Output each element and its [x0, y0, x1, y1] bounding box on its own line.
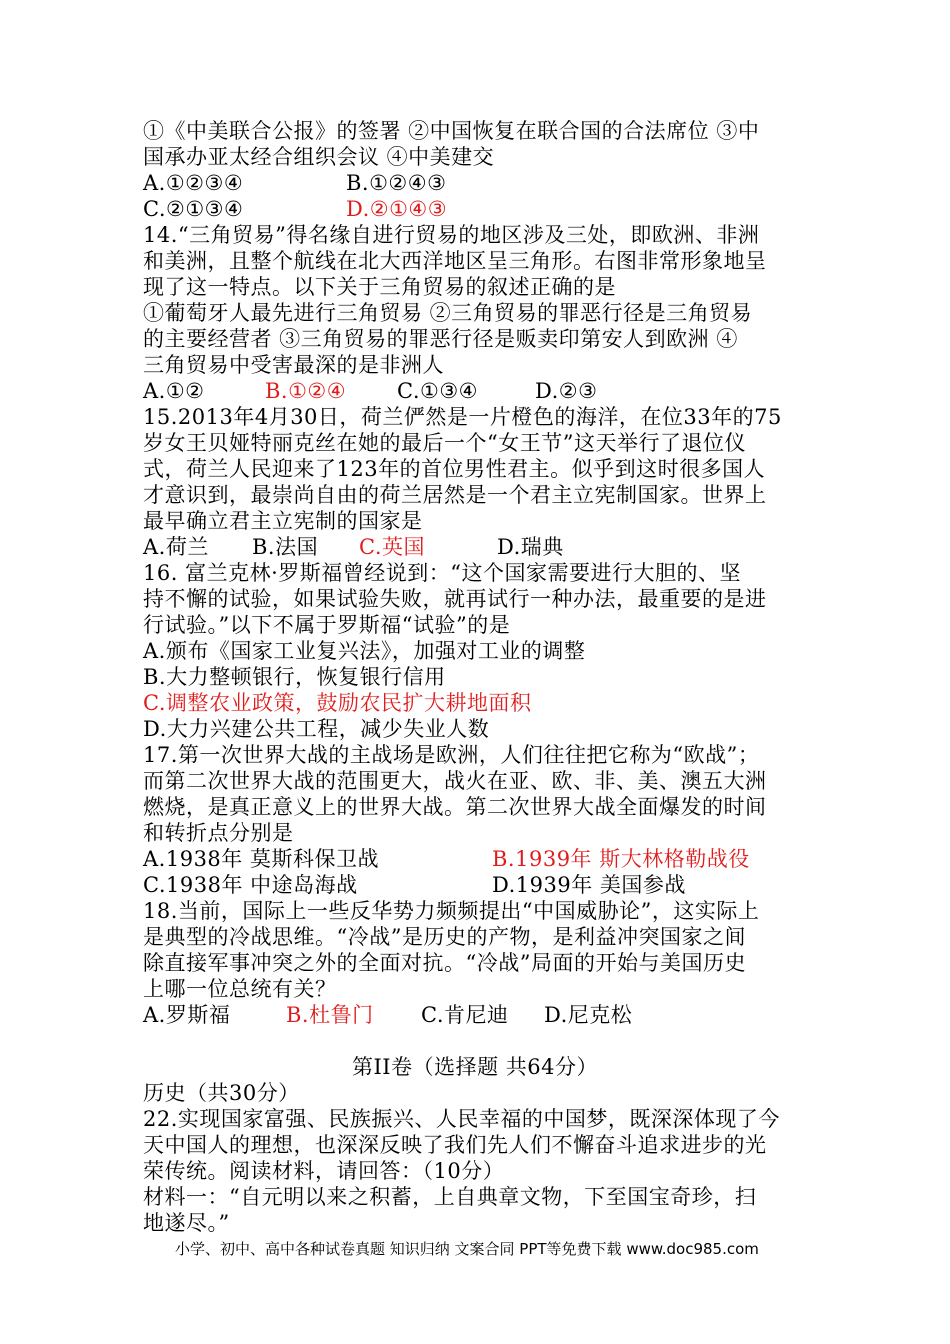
q15-line-2: 岁女王贝娅特丽克丝在她的最后一个“女王节”这天举行了退位仪 [143, 431, 746, 455]
q18-option-d: D.尼克松 [544, 1003, 633, 1027]
q17-option-b-answer: B.1939年 斯大林格勒战役 [492, 847, 750, 871]
q13-option-c: C.②①③④ [143, 197, 244, 221]
q14-line-5: 的主要经营者 ③三角贸易的罪恶行径是贩卖印第安人到欧洲 ④ [143, 327, 738, 351]
q14-line-6: 三角贸易中受害最深的是非洲人 [143, 353, 444, 377]
q16-option-d: D.大力兴建公共工程，减少失业人数 [143, 717, 490, 741]
q18-option-a: A.罗斯福 [143, 1003, 231, 1027]
q16-option-a: A.颁布《国家工业复兴法》，加强对工业的调整 [143, 639, 586, 663]
q18-line-2: 是典型的冷战思维。“冷战”是历史的产物，是利益冲突国家之间 [143, 925, 746, 949]
q17-line-1: 17.第一次世界大战的主战场是欧洲，人们往往把它称为“欧战”； [143, 743, 760, 767]
q17-option-a: A.1938年 莫斯科保卫战 [143, 847, 379, 871]
q15-line-3: 式，荷兰人民迎来了123年的首位男性君主。似乎到这时很多国人 [143, 457, 766, 481]
q18-line-1: 18.当前，国际上一些反华势力频频提出“中国威胁论”，这实际上 [143, 899, 760, 923]
q13-line-2: 国承办亚太经合组织会议 ④中美建交 [143, 145, 495, 169]
q16-option-b: B.大力整顿银行，恢复银行信用 [143, 665, 446, 689]
q14-option-d: D.②③ [535, 379, 598, 403]
q15-line-1: 15.2013年4月30日，荷兰俨然是一片橙色的海洋，在位33年的75 [143, 405, 782, 429]
q18-option-b-answer: B.杜鲁门 [286, 1003, 374, 1027]
q15-option-a: A.荷兰 [143, 535, 209, 559]
q22-line-4: 材料一：“自元明以来之积蓄，上自典章文物，下至国宝奇珍，扫 [143, 1185, 757, 1209]
q15-line-5: 最早确立君主立宪制的国家是 [143, 509, 423, 533]
q22-line-3: 荣传统。阅读材料，请回答：（10分） [143, 1159, 505, 1183]
q14-option-b-answer: B.①②④ [265, 379, 347, 403]
q18-option-c: C.肯尼迪 [421, 1003, 509, 1027]
q22-line-2: 天中国人的理想，也深深反映了我们先人们不懈奋斗追求进步的光 [143, 1133, 767, 1157]
q22-line-1: 22.实现国家富强、民族振兴、人民幸福的中国梦，既深深体现了今 [143, 1107, 780, 1131]
q15-option-d: D.瑞典 [497, 535, 564, 559]
q17-line-3: 燃烧，是真正意义上的世界大战。第二次世界大战全面爆发的时间 [143, 795, 767, 819]
q13-option-b: B.①②④③ [346, 171, 447, 195]
section-title: 第II卷（选择题 共64分） [352, 1055, 598, 1079]
q14-line-2: 和美洲，且整个航线在北大西洋地区呈三角形。右图非常形象地呈 [143, 249, 767, 273]
q17-option-c: C.1938年 中途岛海战 [143, 873, 358, 897]
q16-line-2: 持不懈的试验，如果试验失败，就再试行一种办法，最重要的是进 [143, 587, 767, 611]
q17-line-4: 和转折点分别是 [143, 821, 294, 845]
q22-line-5: 地遂尽。” [143, 1211, 230, 1235]
q15-option-b: B.法国 [252, 535, 319, 559]
q16-line-1: 16. 富兰克林·罗斯福曾经说到：“这个国家需要进行大胆的、坚 [143, 561, 741, 585]
q18-line-4: 上哪一位总统有关？ [143, 977, 337, 1001]
q13-option-a: A.①②③④ [143, 171, 244, 195]
q14-line-3: 现了这一特点。以下关于三角贸易的叙述正确的是 [143, 275, 616, 299]
q13-option-d-answer: D.②①④③ [346, 197, 448, 221]
q16-option-c-answer: C.调整农业政策，鼓励农民扩大耕地面积 [143, 691, 532, 715]
footer-banner: 小学、初中、高中各种试卷真题 知识归纳 文案合同 PPT等免费下载 www.doc985.com [175, 1240, 759, 1258]
section-subtitle: 历史（共30分） [143, 1081, 300, 1105]
q14-option-c: C.①③④ [397, 379, 478, 403]
q16-line-3: 行试验。”以下不属于罗斯福“试验”的是 [143, 613, 511, 637]
q13-line-1: ①《中美联合公报》的签署 ②中国恢复在联合国的合法席位 ③中 [143, 119, 760, 143]
q17-line-2: 而第二次世界大战的范围更大，战火在亚、欧、非、美、澳五大洲 [143, 769, 767, 793]
q17-option-d: D.1939年 美国参战 [492, 873, 686, 897]
q15-line-4: 才意识到，最崇尚自由的荷兰居然是一个君主立宪制国家。世界上 [143, 483, 767, 507]
q14-option-a: A.①② [143, 379, 205, 403]
q14-line-1: 14.“三角贸易”得名缘自进行贸易的地区涉及三处，即欧洲、非洲 [143, 223, 760, 247]
q15-option-c-answer: C.英国 [359, 535, 425, 559]
q18-line-3: 除直接军事冲突之外的全面对抗。“冷战”局面的开始与美国历史 [143, 951, 746, 975]
q14-line-4: ①葡萄牙人最先进行三角贸易 ②三角贸易的罪恶行径是三角贸易 [143, 301, 753, 325]
